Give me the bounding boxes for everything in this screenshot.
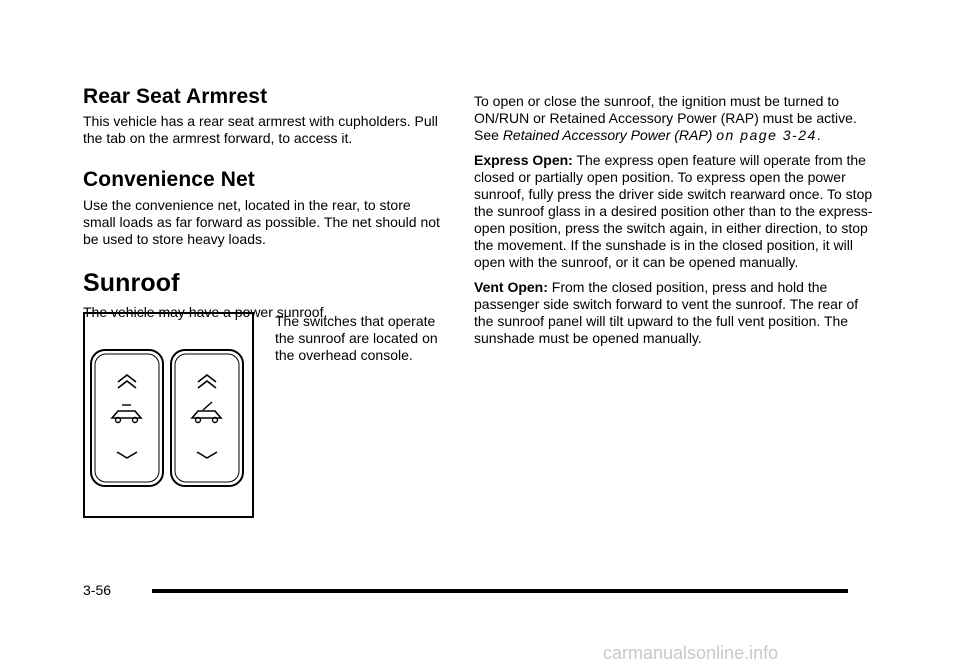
right-column: [474, 84, 874, 355]
rap-reference-page: on page 3-24: [716, 127, 817, 143]
express-open-label: Express Open:: [474, 152, 573, 168]
convenience-net-paragraph: Use the convenience net, located in the rear, to store small loads as far forward as possible. The net should not be used to store heavy loads.: [83, 197, 440, 247]
rap-reference-title: Retained Accessory Power (RAP): [502, 127, 713, 143]
figure-caption: The switches that operate the sunroof are located on the overhead console.: [275, 313, 438, 363]
footer-rule: [152, 589, 848, 593]
vent-open-label: Vent Open:: [474, 279, 548, 295]
driver-sunroof-switch: [91, 350, 163, 486]
vent-open-paragraph: [474, 279, 874, 347]
page-number: 3-56: [83, 582, 112, 598]
rap-cross-reference[interactable]: [503, 127, 817, 143]
section-title-sunroof: Sunroof: [83, 269, 180, 297]
armrest-paragraph: This vehicle has a rear seat armrest with cupholders. Pull the tab on the armrest forward, to access it.: [83, 113, 438, 146]
express-open-text: The express open feature will operate from the closed or partially open position. To express open the power sunroof, fully press the driver side switch rearward once. To stop the sunroof glass in a desired position other than to the express-open position, press the switch again, in either direction, to stop the movement. If the sunshade is in the closed position, it will open with the sunroof, or it can be opened manually.: [474, 152, 873, 270]
sunroof-switch-illustration: [85, 314, 252, 516]
ignition-end: .: [816, 127, 821, 143]
section-title-convenience-net: Convenience Net: [83, 168, 255, 191]
passenger-sunroof-switch: [171, 350, 243, 486]
ignition-text: To open or close the sunroof, the ignition must be turned to ON/RUN or Retained Accessory Power (RAP) must be active. See: [474, 93, 857, 143]
sunroof-intro-paragraph: The vehicle may have a power sunroof.: [83, 304, 328, 320]
express-open-paragraph: [474, 152, 874, 271]
sunroof-switch-figure: [83, 312, 254, 518]
vent-open-text: From the closed position, press and hold the passenger side switch forward to vent the sunroof. The rear of the sunroof panel will tilt upward to the full vent position. The sunshade must be opened manually.: [474, 279, 859, 346]
section-title-armrest: Rear Seat Armrest: [83, 85, 268, 108]
ignition-paragraph: [474, 93, 874, 144]
left-column: [83, 84, 443, 321]
watermark: carmanualsonline.info: [603, 643, 779, 663]
